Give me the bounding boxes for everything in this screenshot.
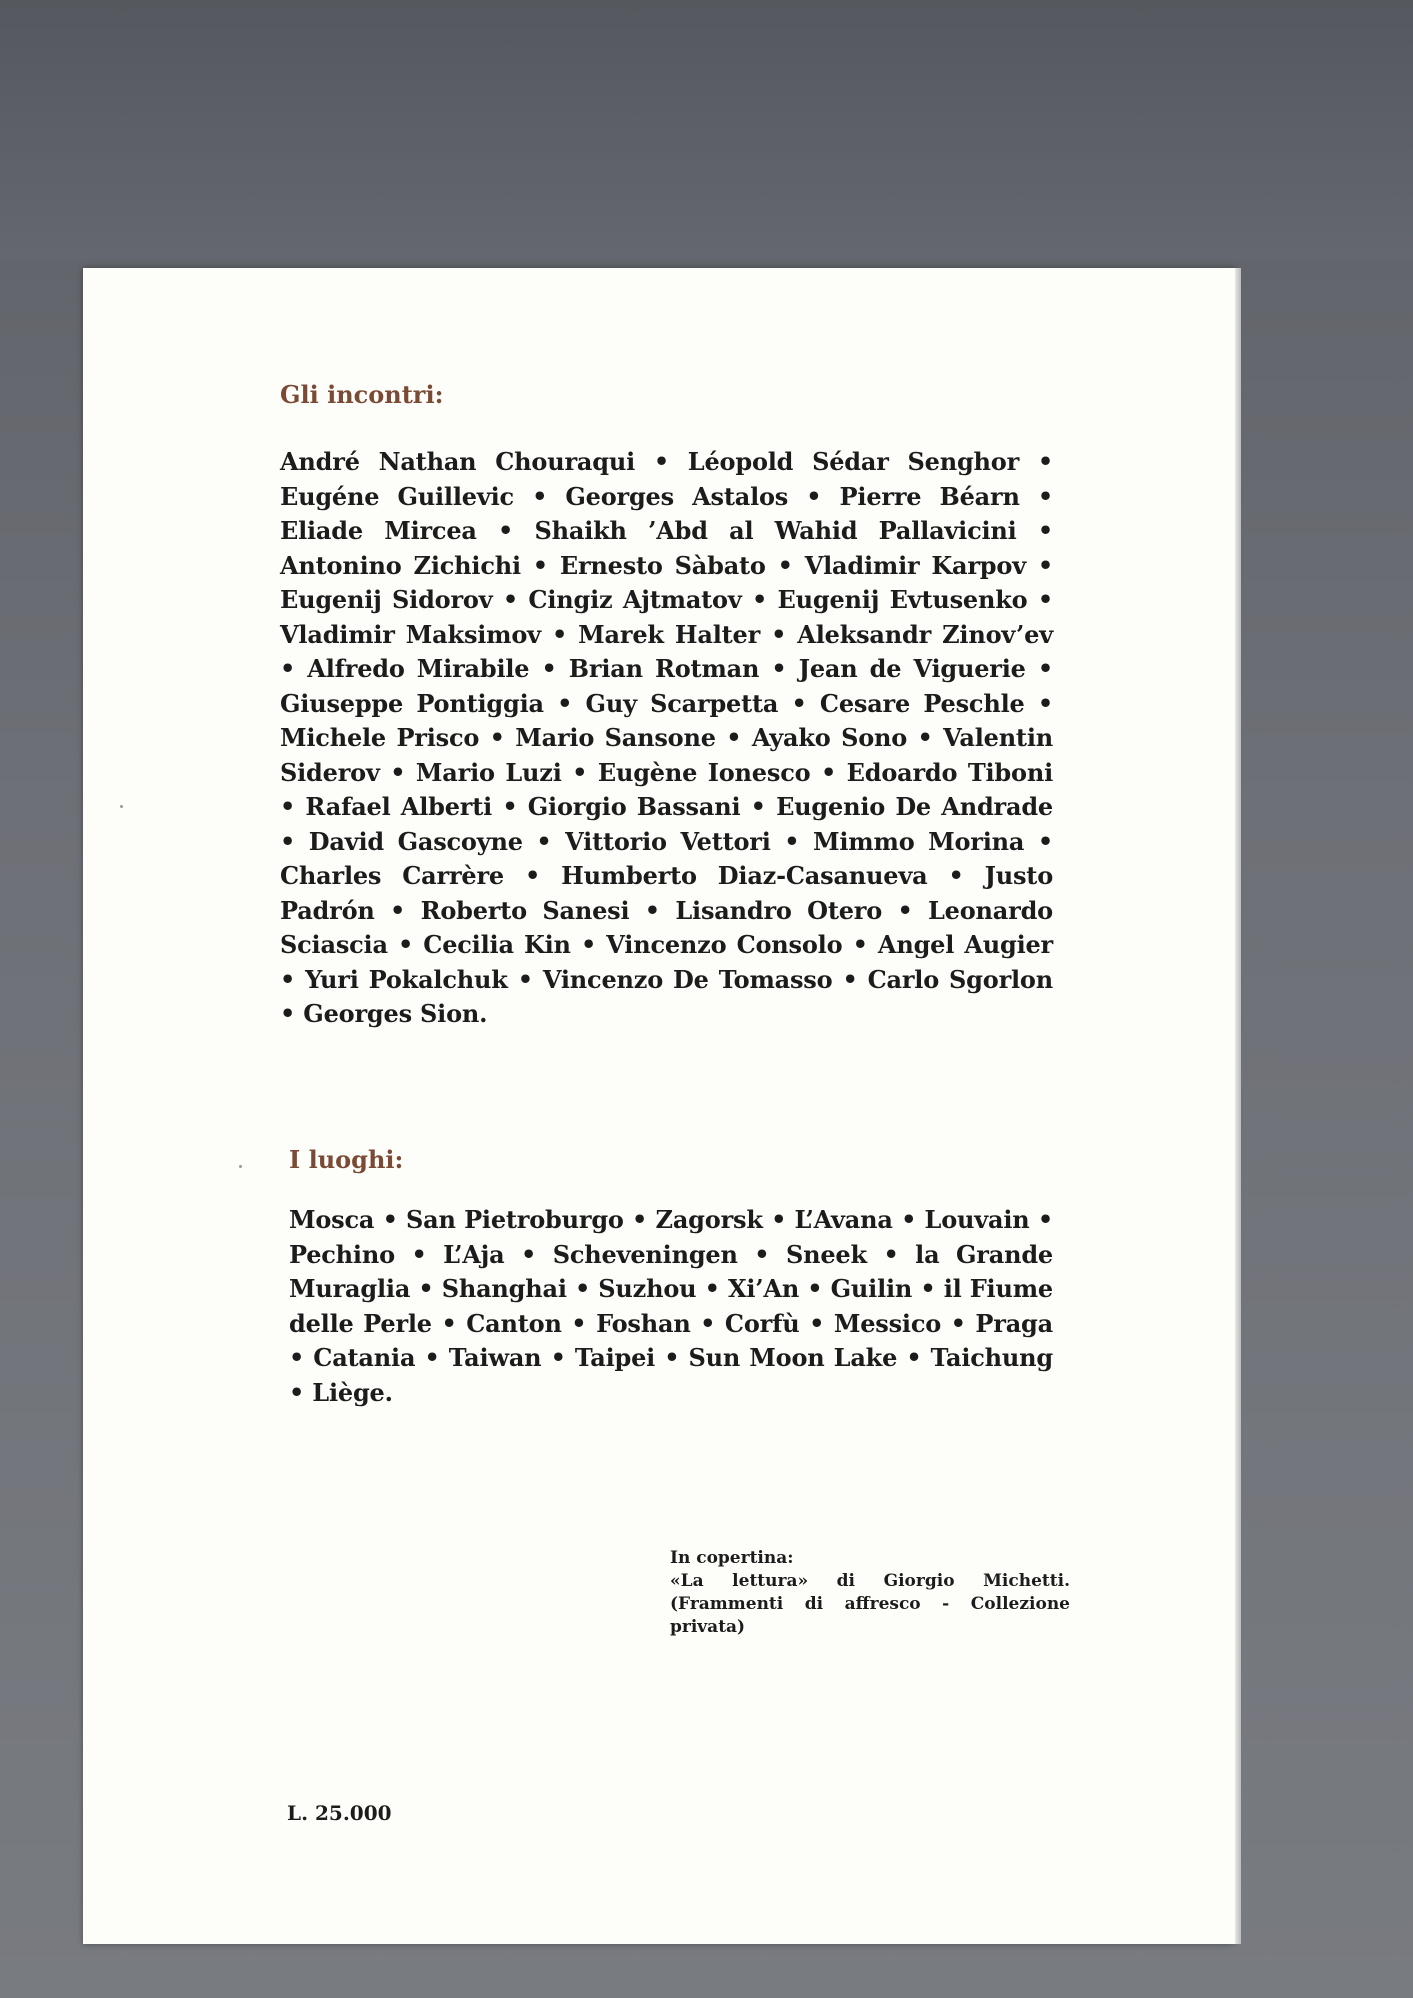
luoghi-heading: I luoghi: [289, 1145, 404, 1174]
cover-credit-description: «La lettura» di Giorgio Michetti. (Frammenti di affresco - Collezione privata) [670, 1571, 1070, 1637]
price-label: L. 25.000 [287, 1801, 392, 1825]
scanner-background [0, 0, 1413, 260]
book-back-cover [83, 268, 1235, 1944]
page-edge [1235, 268, 1241, 1944]
cover-credit [670, 1547, 1070, 1639]
cover-credit-label: In copertina: [670, 1548, 794, 1568]
incontri-heading: Gli incontri: [280, 380, 444, 409]
incontri-list: André Nathan Chouraqui • Léopold Sédar Senghor • Eugéne Guillevic • Georges Astalos • Pierre Béarn • Eliade Mircea • Shaikh ’Abd al Wahid Pallavicini • Antonino Zichichi • Ernesto Sàbato • Vladimir Karpov • Eugenij Sidorov • Cingiz Ajtmatov • Eugenij Evtusenko • Vladimir Maksimov • Marek Halter • Aleksandr Zinov’ev • Alfredo Mirabile • Brian Rotman • Jean de Viguerie • Giuseppe Pontiggia • Guy Scarpetta • Cesare Peschle • Michele Prisco • Mario Sansone • Ayako Sono • Valentin Siderov • Mario Luzi • Eugène Ionesco • Edoardo Tiboni • Rafael Alberti • Giorgio Bassani • Eugenio De Andrade • David Gascoyne • Vittorio Vettori • Mimmo Morina • Charles Carrère • Humberto Diaz-Casanueva • Justo Padrón • Roberto Sanesi • Lisandro Otero • Leonardo Sciascia • Cecilia Kin • Vincenzo Consolo • Angel Augier • Yuri Pokalchuk • Vincenzo De Tomasso • Carlo Sgorlon • Georges Sion. [280, 447, 1053, 1028]
luoghi-list: Mosca • San Pietroburgo • Zagorsk • L’Avana • Louvain • Pechino • L’Aja • Scheveningen • Sneek • la Grande Muraglia • Shanghai • Suzhou • Xi’An • Guilin • il Fiume delle Perle • Canton • Foshan • Corfù • Messico • Praga • Catania • Taiwan • Taipei • Sun Moon Lake • Taichung • Liège. [289, 1205, 1053, 1407]
scan-speck [239, 1165, 242, 1168]
scan-speck [120, 805, 123, 808]
